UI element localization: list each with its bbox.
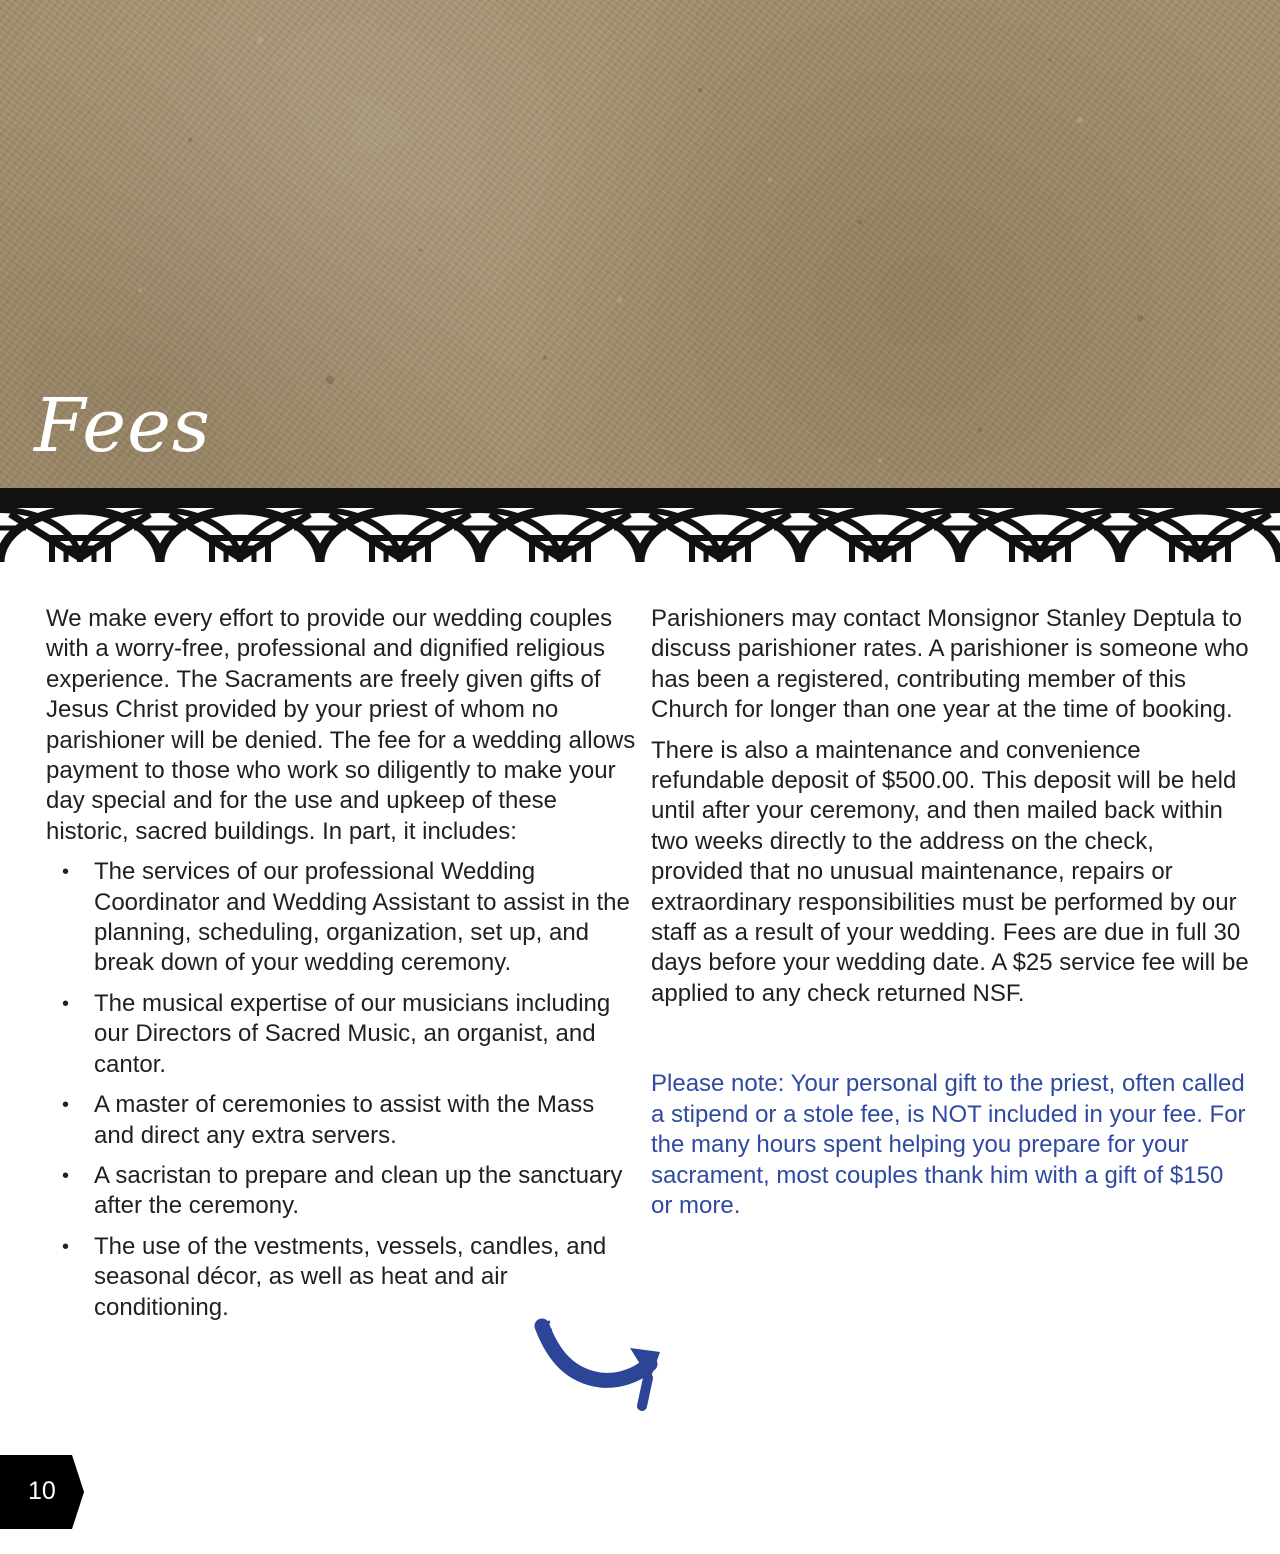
parishioner-rates-paragraph: Parishioners may contact Monsignor Stanley Deptula to discuss parishioner rates. A parishioner is someone who has been a registered, contributing member of this Church for longer than one year at the time of booking.	[651, 605, 1249, 724]
list-item	[46, 989, 636, 1080]
list-item	[46, 1161, 636, 1222]
decorative-pattern-band	[0, 488, 1280, 562]
list-item-text: A master of ceremonies to assist with the Mass and direct any extra servers.	[94, 1091, 595, 1149]
bullet: •	[62, 1094, 70, 1117]
page-number: 10	[28, 1477, 56, 1505]
stipend-note: Please note: Your personal gift to the priest, often called a stipend or a stole fee, is NOT included in your fee. For the many hours spent helping you prepare for your sacrament, most couples thank him with a gift of $150 or more.	[651, 1070, 1246, 1219]
deposit-paragraph: There is also a maintenance and convenience refundable deposit of $500.00. This deposit will be held until after your ceremony, and then mailed back within two weeks directly to the address on the check, provided that no unusual maintenance, repairs or extraordinary responsibilities must be performed by our staff as a result of your wedding. Fees are due in full 30 days before your wedding date. A $25 service fee will be applied to any check returned NSF.	[651, 736, 1249, 1007]
fee-includes-list	[46, 857, 636, 1323]
bullet: •	[62, 1164, 70, 1187]
list-item-text: The use of the vestments, vessels, candles, and seasonal décor, as well as heat and air conditioning.	[94, 1232, 607, 1321]
left-column	[46, 604, 636, 1333]
hero-banner	[0, 0, 1280, 488]
page-title: Fees	[34, 383, 211, 469]
list-item	[46, 857, 636, 979]
bullet: •	[62, 1235, 70, 1258]
intro-paragraph: We make every effort to provide our wedding couples with a worry-free, professional and dignified religious experience. The Sacraments are freely given gifts of Jesus Christ provided by your priest of whom no parishioner will be denied. The fee for a wedding allows payment to those who work so diligently to make your day special and for the use and upkeep of these historic, sacred buildings. In part, it includes:	[46, 605, 636, 845]
list-item-text: The services of our professional Wedding Coordinator and Wedding Assistant to assist in the planning, scheduling, organization, set up, and break down of your wedding ceremony.	[94, 858, 630, 977]
list-item-text: The musical expertise of our musicians including our Directors of Sacred Music, an organist, and cantor.	[94, 989, 611, 1078]
bullet: •	[62, 861, 70, 884]
curved-arrow-icon	[532, 1318, 672, 1418]
right-column	[651, 604, 1251, 1231]
list-item	[46, 1090, 636, 1151]
list-item-text: A sacristan to prepare and clean up the sanctuary after the ceremony.	[94, 1161, 623, 1220]
bullet: •	[62, 992, 70, 1015]
list-item	[46, 1232, 636, 1323]
